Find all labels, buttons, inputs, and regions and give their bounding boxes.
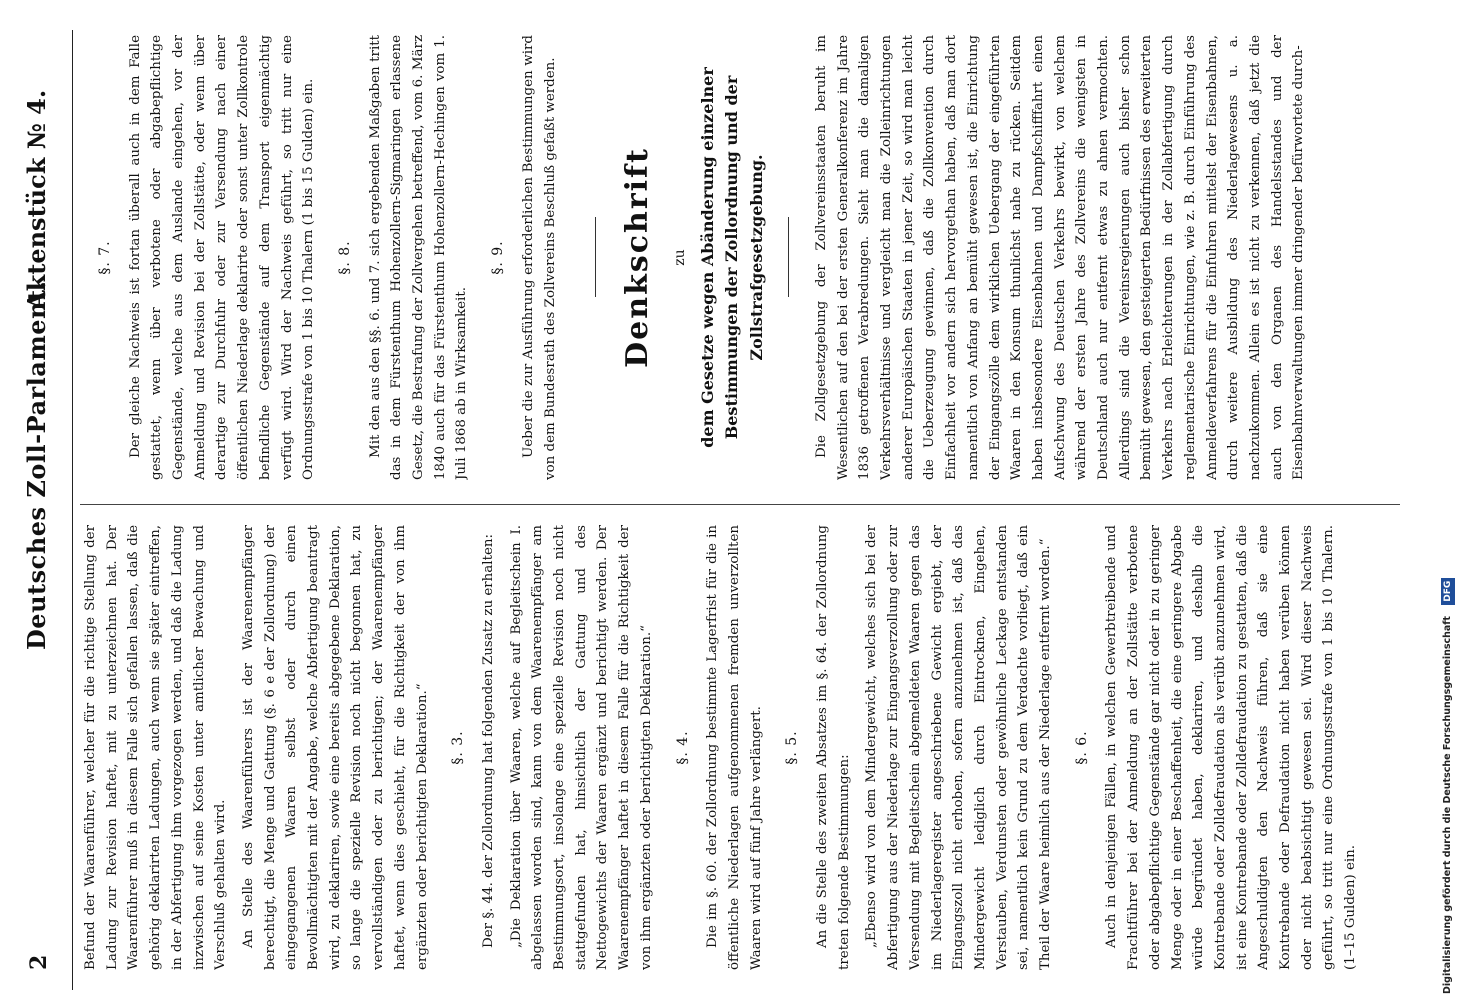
paragraph: Der gleiche Nachweis ist fortan überall auch in dem Falle gestattet, wenn über verbotene oder abgabepflichtige Gegenstände, welche aus dem Auslande eingehen, vor der Anmeldung und Revision bei der Zollstätte, oder wenn über derartige zur Durchfuhr oder zur Versendung nach einer öffentlichen Niederlage deklarirte oder sonst unter Zollkontrole befindliche Gegenstände auf dem Transport eigenmächtig verfügt wird. Wird der Nachweis geführt, so tritt nur eine Ordnungsstrafe von 1 bis 10 Thalern (1 bis 15 Gulden) ein. xyxy=(127,35,317,480)
section-heading-6: §. 6. xyxy=(1073,730,1090,765)
section-heading-5: §. 5. xyxy=(784,730,801,765)
column-divider xyxy=(80,504,1400,505)
funding-notice xyxy=(1436,6,1460,994)
running-head xyxy=(12,30,73,990)
quote-block xyxy=(861,525,1056,970)
section-heading-3: §. 3. xyxy=(450,730,467,765)
divider-rule xyxy=(788,218,789,298)
paragraph: Auch in denjenigen Fällen, in welchen Gewerbtreibende und Frachtführer bei der Anmeldung an der Zollstätte verbotene oder abgabepflichtige Gegenstände gar nicht oder in zu geringer Menge oder in einer Beschaffenheit, die eine geringere Abgabe würde begründet haben, deklariren, und deshalb die Kontrebande oder Zolldefraudation als verübt anzunehmen wird, ist eine Kontrebande oder Zolldefraudation zu gestatten, daß die Angeschuldigten den Nachweis führen, daß sie eine Kontrebande oder Defraudation nicht haben verüben können oder nicht beabsichtigt gewesen sei. Wird dieser Nachweis geführt, so tritt nur eine Ordnungsstrafe von 1 bis 10 Thalern. (1–15 Gulden) ein. xyxy=(1104,525,1359,970)
section-heading-9: §. 9. xyxy=(490,240,507,275)
memorandum-connector: zu xyxy=(671,249,688,266)
funding-notice-text xyxy=(1436,6,1460,994)
memorandum-heading xyxy=(595,35,789,480)
section-heading-7: §. 7. xyxy=(97,240,113,275)
paragraph: Befund der Waarenführer, welcher für die richtige Stellung der Ladung zur Revision haftet, mit zu unterzeichnen hat. Der Waarenführer muß in diesem Falle sich gefallen lassen, daß die gehörig deklarirten Ladungen, auch wenn sie später eintreffen, in der Abfertigung ihm vorgezogen werden, und daß die Ladung inzwischen auf seine Kosten unter amtlicher Bewachung und Verschluß gehalten wird. xyxy=(83,525,229,970)
paragraph: An die Stelle des zweiten Absatzes im §. 64. der Zollordnung treten folgende Bestimmungen: xyxy=(815,525,852,970)
memorandum-title: Denkschrift xyxy=(620,147,656,368)
journal-title: Deutsches Zoll-Parlament. xyxy=(22,280,51,650)
section-heading-4: §. 4. xyxy=(674,730,691,765)
paragraph: Ueber die zur Ausführung erforderlichen Bestimmungen wird von dem Bundesrath des Zollvereins Beschluß gefaßt werden. xyxy=(520,35,558,480)
funding-notice-label: Digitalisierung gefördert durch die Deutsche Forschungsgemeinschaft xyxy=(1442,616,1453,994)
quoted-paragraph: „Die Deklaration über Waaren, welche auf Begleitschein I. abgelassen worden sind, kann von dem Waarenempfänger am Bestimmungsort, insolange eine spezielle Revision noch nicht stattgefunden hat, hinsichtlich der Gattung und des Nettogewichts der Waaren ergänzt und berichtigt werden. Der Waarenempfänger haftet in diesem Falle für die Richtigkeit der von ihm ergänzten oder berichtigten Deklaration.“ xyxy=(508,525,654,970)
section-heading-8: §. 8. xyxy=(337,240,353,275)
left-column xyxy=(80,525,1400,970)
paragraph: Mit den aus den §§. 6. und 7. sich ergebenden Maßgaben tritt das in dem Fürstenthum Hohenzollern-Sigmaringen erlassene Gesetz, die Bestrafung der Zollvergehen betreffend, vom 6. März 1840 auch für das Fürstenthum Hohenzollern-Hechingen vom 1. Juli 1868 ab in Wirksamkeit. xyxy=(367,35,470,480)
divider-rule xyxy=(595,218,596,298)
paragraph: Die Zollgesetzgebung der Zollvereinsstaaten beruht im Wesentlichen auf den bei der ersten Generalkonferenz im Jahre 1836 getroffenen Verabredungen. Sieht man die damaligen Verkehrsverhältnisse und vergleicht man die Zolleinrichtungen anderer Europäischen Staaten in jener Zeit, so wird man leicht die Ueberzeugung gewinnen, daß die Zollkonvention durch Einfachheit vor andern sich hervorgethan haben, daß man dort namentlich von Anfang an bemüht gewesen ist, die Einrichtung der Eingangszölle dem wirklichen Uebergang der eingeführten Waaren in den Konsum thunlichst nahe zu rücken. Seitdem haben insbesondere Eisenbahnen und Dampfschifffahrt einen Aufschwung des Deutschen Verkehrs bewirkt, von welchem während der ersten Jahre des Zollvereins die wenigsten in Deutschland auch nur entfernt etwas zu ahnen vermochten. Allerdings sind die Vereinsregierungen auch bisher schon bemüht gewesen, den gesteigerten Bedürfnissen des erweiterten Verkehrs nach Erleichterungen in der Zollabfertigung durch reglementarische Einrichtungen, wie z. B. durch Einführung des Anmeldeverfahrens für die Einfuhren mittelst der Eisenbahnen, durch weitere Ausbildung des Niederlagewesens u. a. nachzukommen. Allein es ist nicht zu verkennen, daß jetzt die auch von den Organen des Handelsstandes und der Eisenbahnverwaltungen immer dringender befürwortete durch- xyxy=(813,35,1307,480)
quoted-paragraph: „Ebenso wird von dem Mindergewicht, welches sich bei der Abfertigung aus der Niederlage zur Eingangsverzollung oder zur Versendung mit Begleitschein abgemeldeten Waaren gegen das im Niederlageregister angeschriebene Gewicht ergiebt, der Eingangszoll nicht erhoben, sofern anzunehmen ist, daß das Mindergewicht lediglich durch Eintrocknen, Eingehen, Verstauben, Verdunsten oder gewöhnliche Leckage entstanden sei, namentlich kein Grund zu dem Verdachte vorliegt, daß ein Theil der Waare heimlich aus der Niederlage entfernt worden.“ xyxy=(864,525,1054,970)
document-issue: Aktenstück № 4. xyxy=(22,89,51,310)
quote-block xyxy=(506,525,658,970)
paragraph: Der §. 44. der Zollordnung hat folgenden Zusatz zu erhalten: xyxy=(480,533,496,948)
dfg-logo: DFG xyxy=(1441,578,1455,605)
paragraph: Die im §. 60. der Zollordnung bestimmte Lagerfrist für die in öffentliche Niederlagen aufgenommenen fremden unverzollten Waaren wird auf fünf Jahre verlängert. xyxy=(705,525,764,970)
paragraph: An Stelle des Waarenführers ist der Waarenempfänger berechtigt, die Menge und Gattung (§. 6 e der Zollordnung) der eingegangenen Waaren selbst oder durch einen Bevollmächtigten mit der Angabe, welche Abfertigung beantragt wird, zu deklariren, sowie eine bereits abgegebene Deklaration, so lange die spezielle Revision noch nicht begonnen hat, zu vervollständigen oder zu berichtigen; der Waarenempfänger haftet, wenn dies geschieht, für die Richtigkeit der von ihm ergänzten oder berichtigten Deklaration.“ xyxy=(240,525,430,970)
memorandum-subject: dem Gesetze wegen Abänderung einzelner Bestimmungen der Zollordnung und der Zollstrafgesetzgebung. xyxy=(697,67,767,448)
page-number: 2 xyxy=(26,954,52,970)
right-column xyxy=(80,35,1400,480)
